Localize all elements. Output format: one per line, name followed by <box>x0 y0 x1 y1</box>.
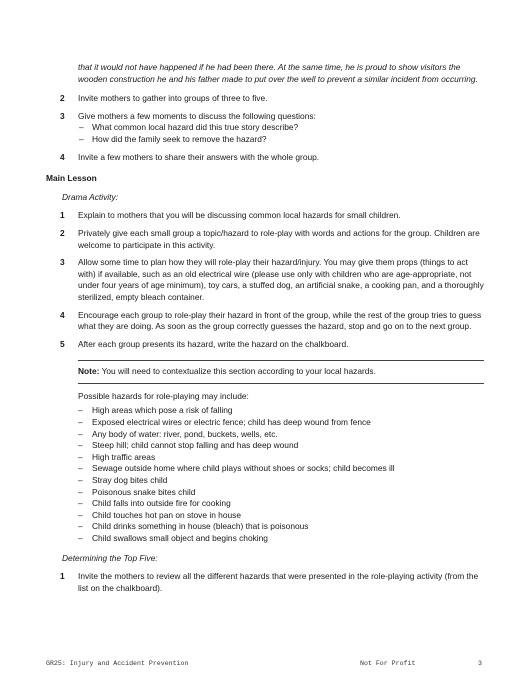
footer-course-title: GR25: Injury and Accident Prevention <box>46 660 189 667</box>
dash-bullet: – <box>78 498 83 509</box>
step-text: Encourage each group to role-play their hazard in front of the group, while the rest of the group tries to guess what they are doing. As soon as the group correctly guesses the hazard, stop and go on to the next group. <box>78 309 482 332</box>
opening-step <box>46 152 486 164</box>
hazard-text: Steep hill; child cannot stop falling and has deep wound <box>92 440 299 451</box>
dash-bullet: – <box>78 486 83 497</box>
dash-bullet: – <box>78 440 83 451</box>
hazard-text: Sewage outside home where child plays without shoes or socks; child becomes ill <box>92 463 395 474</box>
drama-activity-label: Drama Activity: <box>62 191 118 202</box>
main-lesson-heading: Main Lesson <box>46 173 97 184</box>
step-text: Allow some time to plan how they will role-play their hazard/injury. You may give them props (things to act with) if available, such as an old electrical wire (please use only with children who are age-appropriate, not under four years of age minimum), toy cars, a stuffed dog, an artificial snake, a cooking pan, and a thoroughly sterilized, empty bleach container. <box>78 257 484 302</box>
hazard-item <box>46 429 486 441</box>
step-text: After each group presents its hazard, write the hazard on the chalkboard. <box>78 338 349 349</box>
hazard-text: Child drinks something in house (bleach) that is poisonous <box>92 521 309 532</box>
hazard-text: Poisonous snake bites child <box>92 486 196 497</box>
step-text: Give mothers a few moments to discuss the following questions: <box>78 110 316 121</box>
dash-bullet: – <box>78 405 83 416</box>
drama-step <box>46 228 486 251</box>
hazard-item <box>46 498 486 510</box>
step-text: Explain to mothers that you will be discussing common local hazards for small children. <box>78 210 401 221</box>
dash-bullet: – <box>78 533 83 543</box>
step-text: Privately give each small group a topic/hazard to role-play with words and actions for the group. Children are welcome to participate in this activity. <box>78 227 480 250</box>
footer-notice: Not For Profit <box>360 660 416 667</box>
step-number: 1 <box>60 571 65 582</box>
hazard-text: Exposed electrical wires or electric fence; child has deep wound from fence <box>92 417 371 428</box>
dash-bullet: – <box>79 122 84 133</box>
step-number: 4 <box>60 151 65 162</box>
hazard-item <box>46 521 486 533</box>
top-five-step <box>46 571 486 594</box>
hazard-item <box>46 533 486 545</box>
dash-bullet: – <box>79 133 84 144</box>
footer-page-number: 3 <box>478 660 482 667</box>
hazard-item <box>46 510 486 522</box>
note-bottom-rule <box>78 383 484 384</box>
step-number: 3 <box>60 110 65 121</box>
hazard-text: Stray dog bites child <box>92 475 168 486</box>
hazard-text: Child falls into outside fire for cooking <box>92 498 231 509</box>
hazard-item <box>46 487 486 499</box>
hazard-text: Any body of water: river, pond, buckets, wells, etc. <box>92 428 278 439</box>
step-text: Invite mothers to gather into groups of three to five. <box>78 93 268 104</box>
hazard-list <box>46 405 486 544</box>
step-number: 3 <box>60 257 65 268</box>
hazard-item <box>46 463 486 475</box>
hazard-item <box>46 452 486 464</box>
drama-step <box>46 257 486 303</box>
dash-bullet: – <box>78 417 83 428</box>
hazard-item <box>46 475 486 487</box>
drama-step <box>46 310 486 333</box>
story-closing-paragraph: that it would not have happened if he had been there. At the same time, he is proud to show visitors the wooden construction he and his father made to put over the well to prevent a similar incident from occurring. <box>78 62 478 84</box>
step-number: 1 <box>60 210 65 221</box>
step-number: 2 <box>60 227 65 238</box>
hazard-text: Child swallows small object and begins choking <box>92 533 268 543</box>
step-text: Invite the mothers to review all the different hazards that were presented in the role-playing activity (from the list on the chalkboard). <box>78 571 479 593</box>
opening-step <box>46 93 486 105</box>
hazard-item <box>46 405 486 417</box>
dash-bullet: – <box>78 463 83 474</box>
hazard-text: High areas which pose a risk of falling <box>92 405 233 416</box>
hazards-intro: Possible hazards for role-playing may include: <box>78 390 249 401</box>
step-number: 4 <box>60 309 65 320</box>
drama-step <box>46 339 486 351</box>
step-number: 5 <box>60 338 65 349</box>
drama-step <box>46 210 486 222</box>
top-five-label: Determining the Top Five: <box>62 552 158 563</box>
dash-bullet: – <box>78 509 83 520</box>
note-body: You will need to contextualize this section according to your local hazards. <box>99 366 376 377</box>
question-text: How did the family seek to remove the hazard? <box>92 133 267 144</box>
hazard-item <box>46 440 486 452</box>
note-box <box>46 360 486 384</box>
question-text: What common local hazard did this true story describe? <box>92 122 299 133</box>
page-content <box>46 62 486 594</box>
opening-step <box>46 111 486 123</box>
discussion-question <box>46 122 486 134</box>
hazard-text: Child touches hot pan on stove in house <box>92 509 241 520</box>
hazard-text: High traffic areas <box>92 451 156 462</box>
dash-bullet: – <box>78 475 83 486</box>
note-label: Note: <box>78 366 100 377</box>
note-text <box>78 366 486 378</box>
note-top-rule <box>78 360 484 361</box>
step-text: Invite a few mothers to share their answers with the whole group. <box>78 151 320 162</box>
dash-bullet: – <box>78 451 83 462</box>
hazard-item <box>46 417 486 429</box>
dash-bullet: – <box>78 428 83 439</box>
dash-bullet: – <box>78 521 83 532</box>
discussion-question <box>46 134 486 146</box>
step-number: 2 <box>60 93 65 104</box>
